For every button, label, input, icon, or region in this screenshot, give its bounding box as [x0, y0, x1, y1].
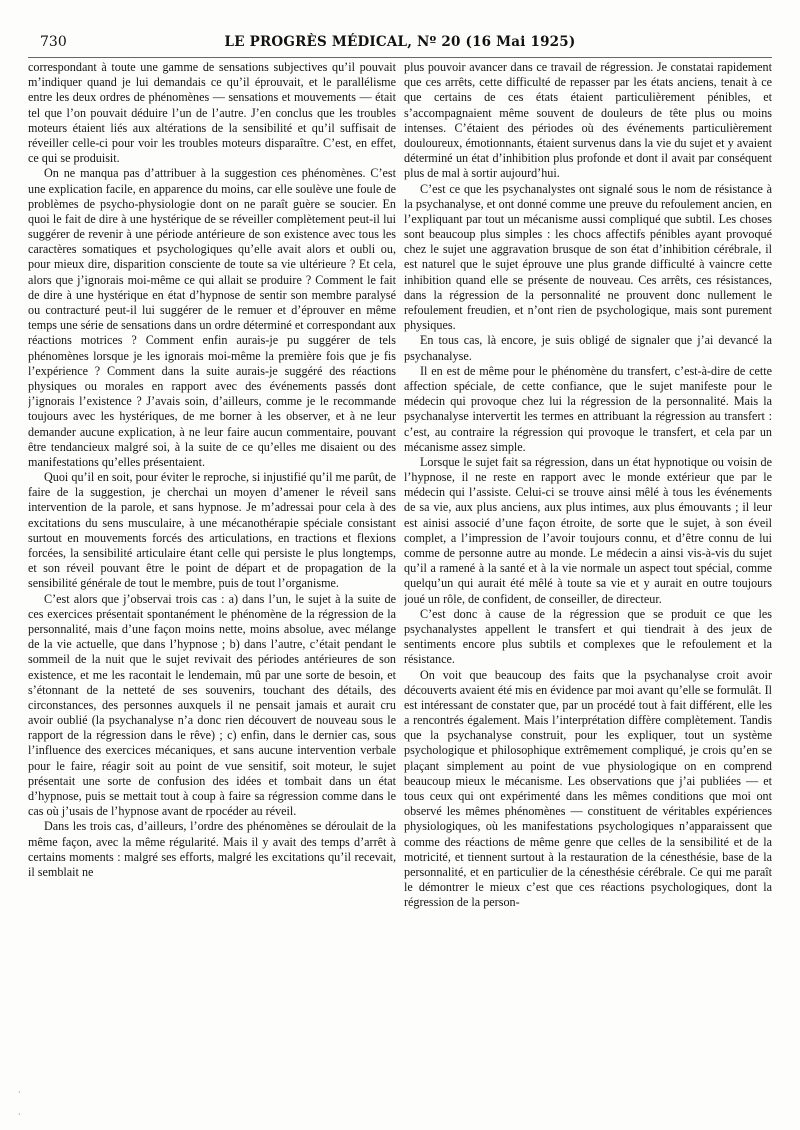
- header-rule: [28, 57, 772, 58]
- paragraph: C’est alors que j’observai trois cas : a) dans l’un, le sujet à la suite de ces exercices présentait spontanément le phénomène de la régression de la personnalité, mais d’une façon moins nette, moins absolue, avec mélange de la vie actuelle, que dans l’hypnose ; b) dans l’autre, c’était pendant le sommeil de la nuit que le sujet revivait des périodes antérieures de son existence, et me les racontait le lendemain, mû par une sorte de besoin, et s’étonnant de la netteté de ses souvenirs, touchant des détails, des circonstances, des personnes auxquels il ne pensait jamais et aurait cru avoir oublié (la psychanalyse n’a donc rien découvert de nouveau sous le rapport de la régression dans le rêve) ; c) enfin, dans le dernier cas, sous l’influence des exercices mécaniques, et sans aucune intervention verbale pour le faire, réagir soit au point de vue sensitif, soit moteur, le sujet présentait une sorte de confusion des idées et tombait dans un état d’hypnose, puis se mettait tout à coup à faire sa régression comme dans le cas où j’usais de l’hypnose avant de rpocéder au réveil.: [28, 591, 396, 819]
- paragraph: C’est donc à cause de la régression que se produit ce que les psychanalystes appellent le transfert et qui tiendrait à des jeux de sentiments encore plus subtils et complexes que le refoulement et la résistance.: [404, 606, 772, 667]
- paragraph: Lorsque le sujet fait sa régression, dans un état hypnotique ou voisin de l’hypnose, il ne reste en rapport avec le monde extérieur que par le médecin qui l’assiste. Celui-ci se trouve ainsi mêlé à tous les événements de sa vie, aux plus anciens, aux plus intimes, aux plus émouvants ; il leur est ainisi associé d’une façon étroite, de sorte que le sujet, à son éveil complet, a l’impression de l’avoir toujours connu, et d’être connu de lui comme de personne autre au monde. Le médecin a ainsi vis-à-vis du sujet qu’il a ramené à la santé et à la vie normale un aspect tout spécial, comme quelqu’un qui aurait été mêlé à toute sa vie et y aurait en outre toujours joué un rôle, de confident, de conseiller, de directeur.: [404, 454, 772, 606]
- paragraph: Dans les trois cas, d’ailleurs, l’ordre des phénomènes se déroulait de la même façon, avec la même régularité. Mais il y avait des temps d’arrêt à certains moments : malgré ses efforts, malgré les excitations qu’il recevait, il semblait ne: [28, 819, 396, 879]
- running-title: LE PROGRÈS MÉDICAL, Nº 20 (16 Mai 1925): [224, 34, 576, 50]
- paragraph: On ne manqua pas d’attribuer à la suggestion ces phénomènes. C’est une explication facile, en apparence du moins, car elle soulève une foule de problèmes de psycho-physiologie dont on ne paraît guère se soucier. En quoi le fait de dire à une hystérique de se réveiller complètement peut-il lui suggérer de revenir à une période antérieure de son existence avec tous les caractères somatiques et psychologiques qu’elle avait alors et oubli ou, pour mieux dire, disparition consciente de toute sa vie ultérieure ? Et cela, alors que j’ignorais moi-même ce qui allait se produire ? Comment le fait de dire à une hystérique en état d’hypnose de sentir son membre paralysé ou contracturé peut-il lui suggérer de le remuer et d’éprouver en même temps une série de sensations dans un ordre déterminé et correspondant aux réactions motrices ? Comment enfin aurais-je pu suggérer de tels phénomènes lorsque je les ignorais moi-même la première fois que je fis l’expérience ? Comment dans la suite aurais-je suggéré des réactions physiques ou morales en rapport avec des événements passés dont j’ignorais l’existence ? J’avais soin, d’ailleurs, comme je le recommande toujours avec les hystériques, de me borner à les observer, et à ne leur demander aucune explication, à ne leur faire aucun commentaire, pouvant être tendancieux malgré soi, à la suite de ce qu’elles me disaient ou des manifestations qu’elles présentaient.: [28, 166, 396, 469]
- paragraph: En tous cas, là encore, je suis obligé de signaler que j’ai devancé la psychanalyse.: [404, 333, 772, 363]
- paragraph: plus pouvoir avancer dans ce travail de régression. Je constatai rapidement que ces arrêts, cette difficulté de repasser par les états anciens, tenait à ce que certains de ces états étaient particulièrement pénibles, et s’accompagnaient même souvent de douleurs de tête plus ou moins intenses. C’étaient des périodes où des événements particulièrement douloureux, émotionnants, étaient survenus dans la vie du sujet et y avaient déterminé un état d’inhibition plus profonde et dont il avait par conséquent plus de mal à sortir aujourd’hui.: [404, 60, 772, 181]
- paragraph: correspondant à toute une gamme de sensations subjectives qu’il pouvait m’indiquer quand je lui demandais ce qu’il éprouvait, et le parallélisme entre les deux ordres de phénomènes — sensations et mouvements — était tel que l’on pouvait déduire l’un de l’autre. J’en conclus que les troubles moteurs étaient liés aux altérations de la sensibilité et qu’il suffisait de réveiller celle-ci pour voir les troubles moteurs disparaître. C’est, en effet, ce qui se produisit.: [28, 60, 396, 166]
- paragraph: Il en est de même pour le phénomène du transfert, c’est-à-dire de cette affection spéciale, de cette confiance, que le sujet manifeste pour le médecin qui provoque chez lui la régression de la personnalité. Mais la psychanalyse intervertit les termes en attribuant la régression au transfert : c’est, au contraire la régression qui provoque le transfert, et cela par un mécanisme assez simple.: [404, 363, 772, 454]
- margin-speck: ·: [18, 1110, 21, 1119]
- page-header: [28, 34, 772, 54]
- left-column: [28, 60, 396, 1112]
- paragraph: C’est ce que les psychanalystes ont signalé sous le nom de résistance à la psychanalyse, et ont donné comme une preuve du refoulement ancien, en l’expliquant par tout un mécanisme aussi compliqué que subtil. Les choses sont beaucoup plus simples : les chocs affectifs pénibles ayant provoqué chez le sujet une aggravation brusque de son état d’inhibition cérébrale, il est naturel que le sujet éprouve une plus grande difficulté à vaincre cette inhibition quand elle se présente de nouveau. Ces arrêts, ces résistances, dans la régression de la personnalité ne prouvent donc nullement le refoulement freudien, et n’ont rien de psychologique, mais sont purement physiques.: [404, 181, 772, 333]
- paragraph: On voit que beaucoup des faits que la psychanalyse croit avoir découverts avaient été mis en évidence par moi avant qu’elle se formulât. Il est intéressant de constater que, par un procédé tout à fait différent, elle les a rencontrés également. Mais l’interprétation diffère complètement. Tandis que la psychanalyse construit, pour les expliquer, tout un système psychologique et philosophique extrêmement compliqué, je crois qu’en se plaçant simplement au point de vue physiologique on en comprend beaucoup mieux le mécanisme. Les observations que j’ai publiées — et tous ceux qui ont expérimenté dans les mêmes conditions que moi ont observé les mêmes phénomènes — constituent de véritables expériences physiologiques, où les manifestations psychologiques n’apparaissent que comme des réactions de même genre que celles de la sensibilité et de la motricité, et tiennent surtout à la restauration de la cénesthésie, base de la personnalité, et en particulier de la cénesthésie cérébrale. Ce qui me paraît le démontrer le mieux c’est que ces réactions psychologiques, dont la régression de la person-: [404, 667, 772, 910]
- right-column: [404, 60, 772, 1112]
- margin-speck: ·: [18, 1088, 21, 1097]
- page-number: 730: [40, 34, 67, 50]
- paragraph: Quoi qu’il en soit, pour éviter le reproche, si injustifié qu’il me parût, de faire de la suggestion, je cherchai un moyen d’amener le réveil sans intervention de la parole, et sans hypnose. Je m’adressai pour cela à des excitations du sens musculaire, à une mécanothérapie spéciale consistant surtout en mouvements forcés des articulations, en tractions et flexions forcées, la sensibilité articulaire étant celle qui persiste le plus longtemps, et son réveil pouvant être le point de départ et de propagation de la sensibilité générale de tout le membre, puis de tout l’organisme.: [28, 470, 396, 591]
